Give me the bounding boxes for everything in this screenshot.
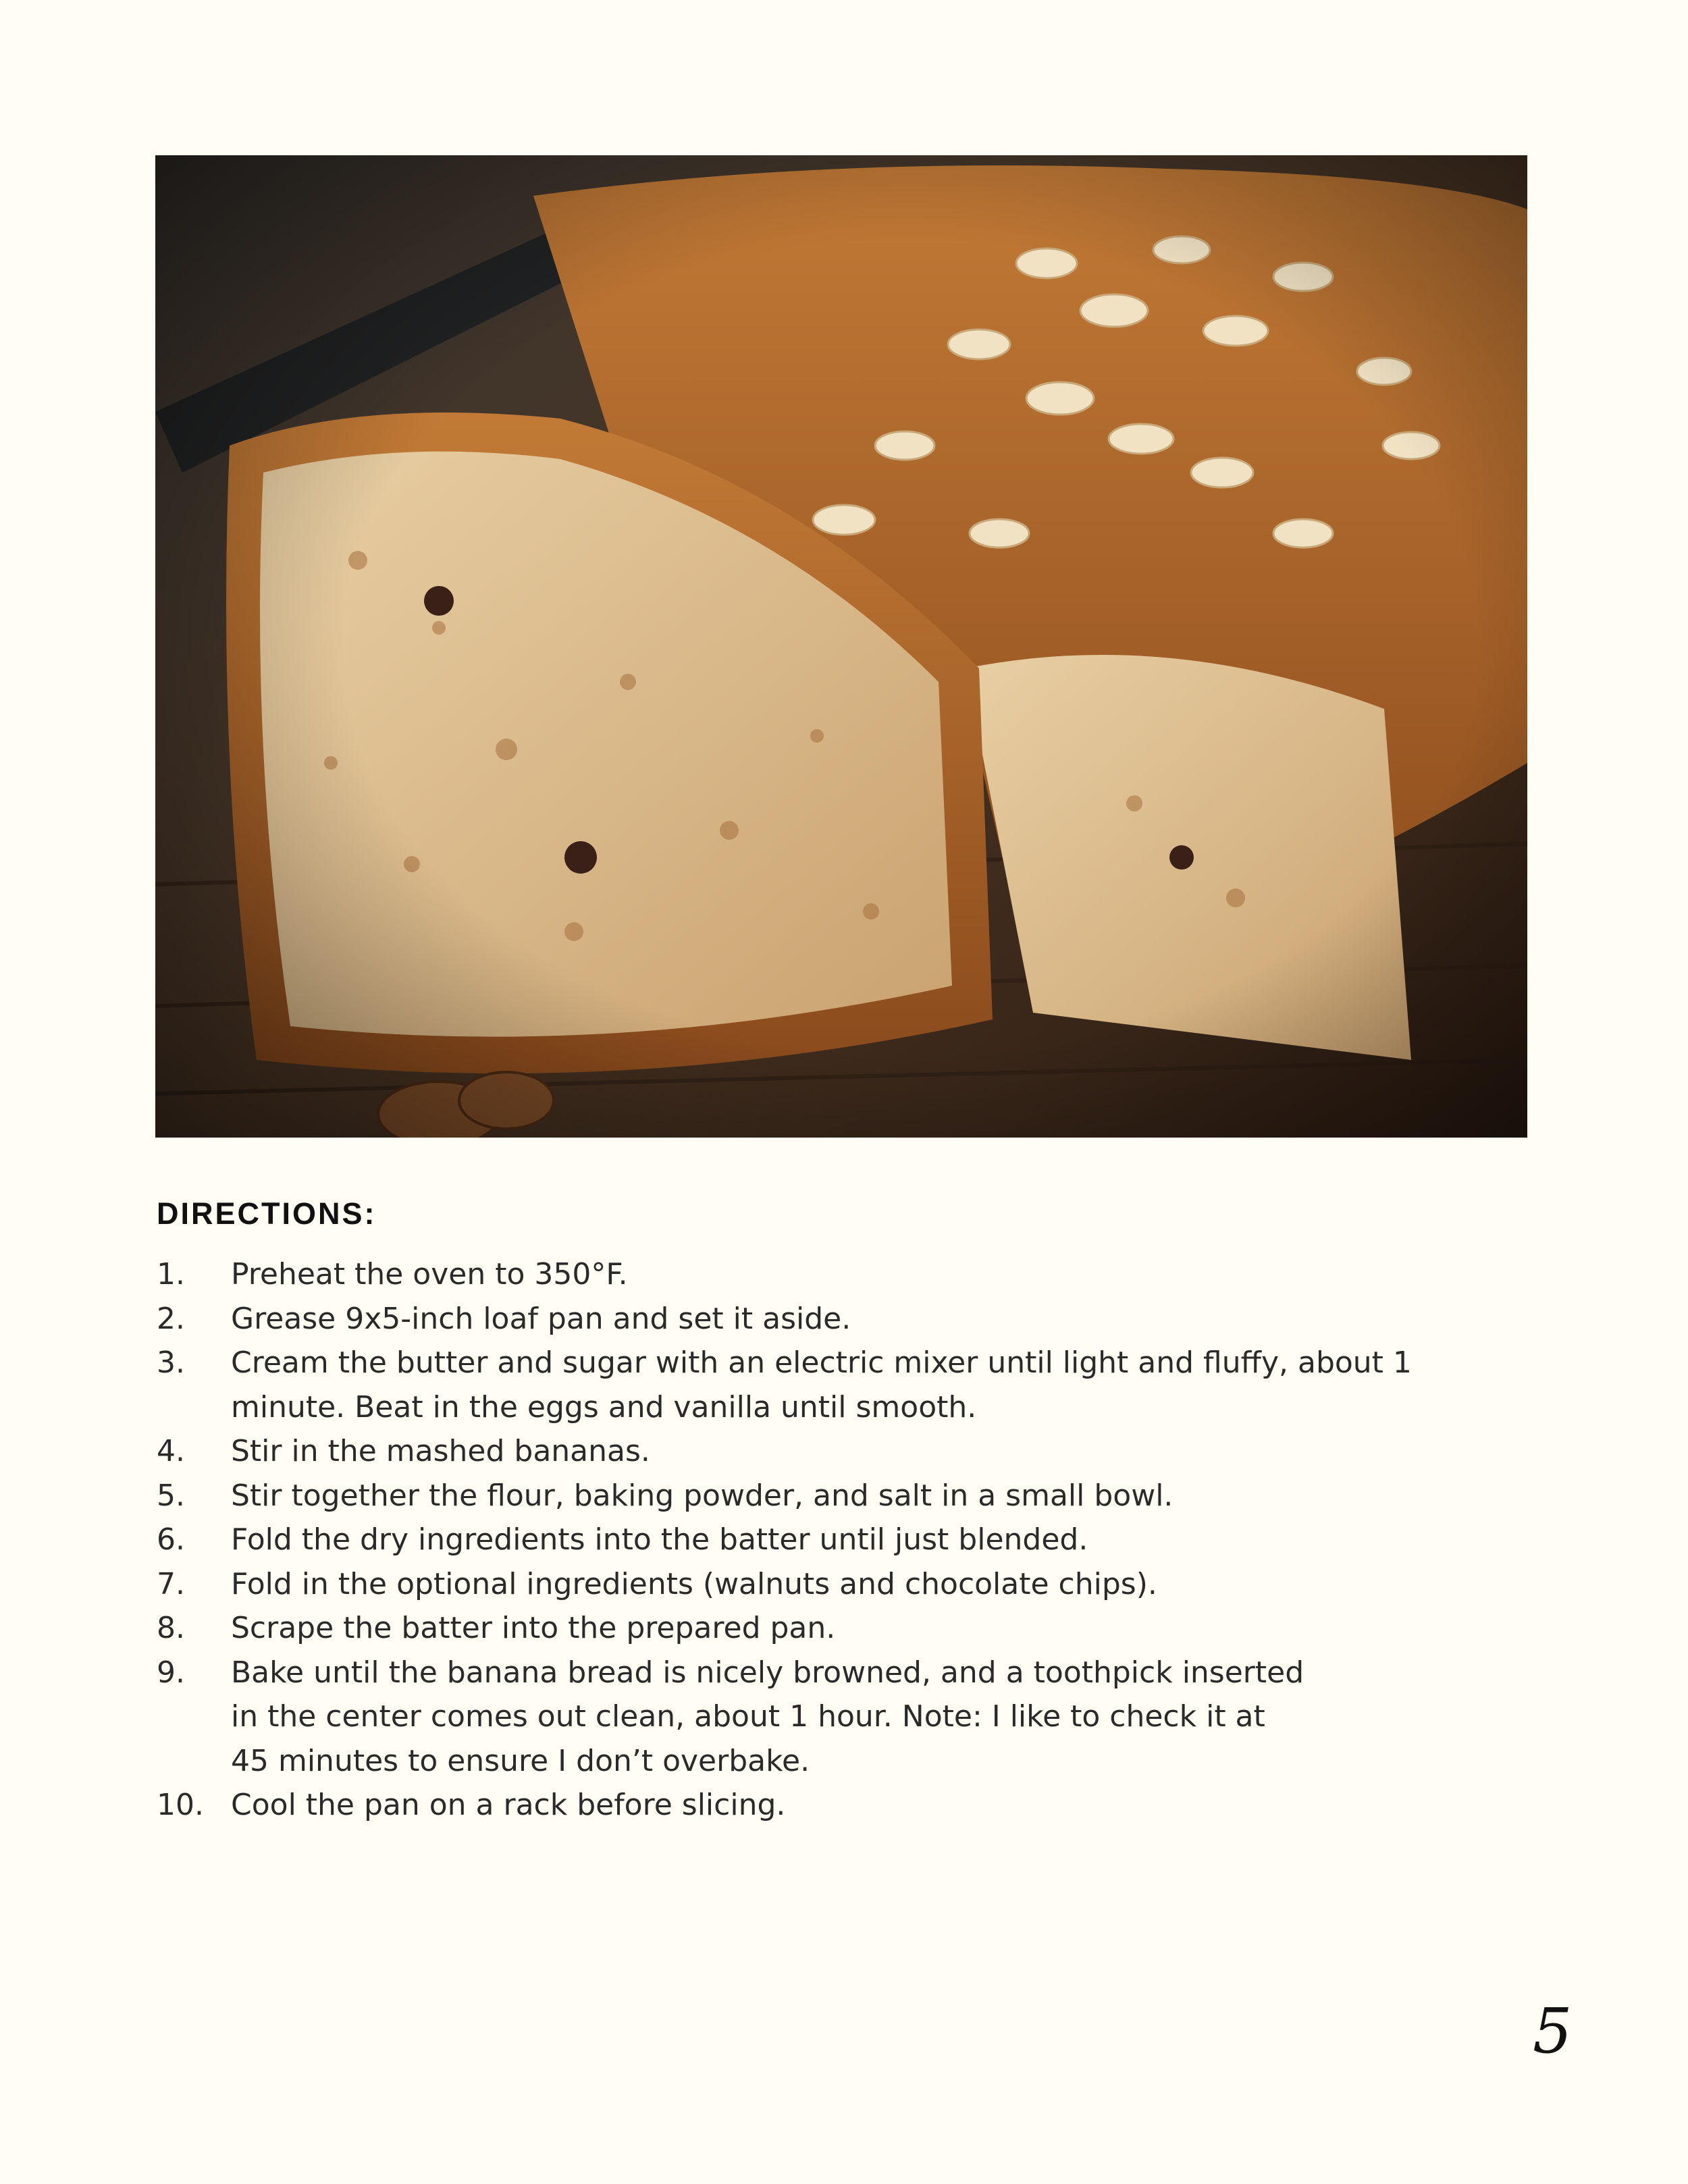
step-text: Cream the butter and sugar with an electric mixer until light and fluffy, about 1 minute. Beat in the eggs and vanilla until smooth. xyxy=(231,1346,1412,1424)
step-number: 8. xyxy=(157,1611,185,1645)
step-number: 1. xyxy=(157,1257,185,1291)
step-text: Bake until the banana bread is nicely browned, and a toothpick inserted in the center comes out clean, about 1 hour. Note: I like to check it at 45 minutes to ensure I don’t overbake. xyxy=(231,1655,1304,1778)
step-text: Preheat the oven to 350°F. xyxy=(231,1257,628,1291)
step-number: 6. xyxy=(157,1522,185,1557)
step-text: Grease 9x5-inch loaf pan and set it aside. xyxy=(231,1301,851,1336)
step-number: 5. xyxy=(157,1478,185,1513)
direction-step xyxy=(157,1474,1507,1518)
banana-bread-photo xyxy=(155,155,1527,1138)
step-text: Cool the pan on a rack before slicing. xyxy=(231,1788,786,1822)
step-text: Fold the dry ingredients into the batter until just blended. xyxy=(231,1522,1088,1557)
direction-step xyxy=(157,1297,1507,1341)
direction-step xyxy=(157,1562,1507,1607)
direction-step xyxy=(157,1783,1507,1828)
step-number: 4. xyxy=(157,1434,185,1468)
direction-step xyxy=(157,1429,1507,1474)
step-text: Stir in the mashed bananas. xyxy=(231,1434,650,1468)
step-text: Fold in the optional ingredients (walnuts and chocolate chips). xyxy=(231,1566,1157,1601)
direction-step xyxy=(157,1341,1507,1429)
direction-step xyxy=(157,1252,1507,1297)
directions-heading: DIRECTIONS: xyxy=(157,1196,377,1231)
step-text: Scrape the batter into the prepared pan. xyxy=(231,1611,836,1645)
direction-step xyxy=(157,1518,1507,1562)
step-number: 3. xyxy=(157,1346,185,1380)
directions-list xyxy=(157,1252,1507,1828)
direction-step xyxy=(157,1606,1507,1651)
page-number: 5 xyxy=(1533,1995,1573,2067)
step-number: 7. xyxy=(157,1566,185,1601)
direction-step xyxy=(157,1651,1507,1784)
step-number: 10. xyxy=(157,1788,204,1822)
step-number: 9. xyxy=(157,1655,185,1690)
step-number: 2. xyxy=(157,1301,185,1336)
step-text: Stir together the flour, baking powder, and salt in a small bowl. xyxy=(231,1478,1173,1513)
